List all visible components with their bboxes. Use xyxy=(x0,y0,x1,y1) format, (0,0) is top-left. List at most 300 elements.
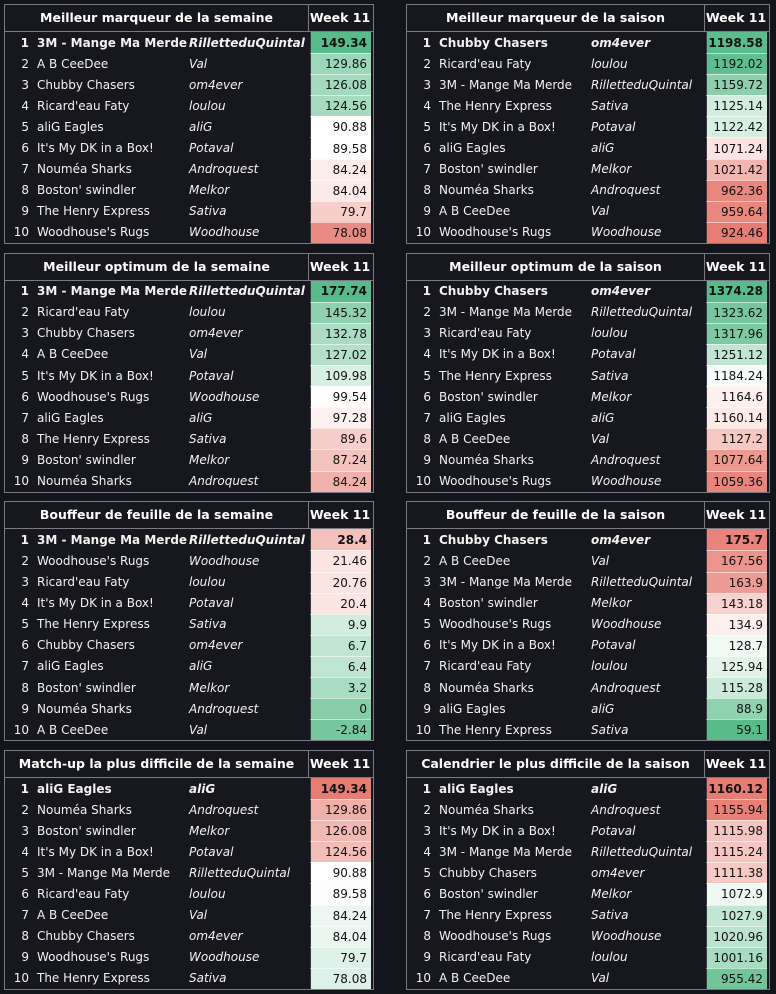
manager-name: loulou xyxy=(189,98,226,113)
value-cell: 955.42 xyxy=(706,968,767,989)
table-rows xyxy=(407,281,769,492)
team-name: Boston' swindler xyxy=(439,162,538,177)
value-cell: 89.58 xyxy=(310,883,371,904)
rank-cell: 5 xyxy=(423,119,431,134)
rank-cell: 3 xyxy=(423,326,431,341)
manager-name: RilletteduQuintal xyxy=(189,532,305,547)
table-row xyxy=(407,53,769,74)
value-cell: 1374.28 xyxy=(706,281,767,302)
manager-name: om4ever xyxy=(189,929,243,944)
value-cell: 1071.24 xyxy=(706,137,767,158)
manager-name: aliG xyxy=(591,781,618,796)
manager-name: aliG xyxy=(189,781,216,796)
team-name: It's My DK in a Box! xyxy=(439,347,556,362)
team-name: Nouméa Sharks xyxy=(439,802,534,817)
manager-name: Val xyxy=(591,971,610,986)
team-name: It's My DK in a Box! xyxy=(439,119,556,134)
rank-cell: 6 xyxy=(423,389,431,404)
rank-cell: 3 xyxy=(423,77,431,92)
rank-cell: 5 xyxy=(21,617,29,632)
manager-name: Sativa xyxy=(189,617,227,632)
manager-name: Androquest xyxy=(189,474,259,489)
table-title: Meilleur marqueur de la semaine xyxy=(40,10,273,25)
table-title: Meilleur optimum de la saison xyxy=(449,258,662,274)
table-rows xyxy=(407,778,769,989)
team-name: 3M - Mange Ma Merde xyxy=(37,284,188,299)
manager-name: Val xyxy=(189,347,208,362)
table-row xyxy=(5,947,373,968)
team-name: Ricard'eau Faty xyxy=(37,305,130,320)
manager-name: Val xyxy=(189,56,208,71)
value-cell: 924.46 xyxy=(706,222,767,243)
rank-cell: 8 xyxy=(21,431,29,446)
table-row xyxy=(5,323,373,344)
value-cell: 126.08 xyxy=(310,820,371,841)
table-row xyxy=(5,841,373,862)
team-name: A B CeeDee xyxy=(37,722,109,737)
manager-name: loulou xyxy=(591,659,628,674)
table-row xyxy=(407,323,769,344)
manager-name: Woodhouse xyxy=(591,617,662,632)
team-name: Ricard'eau Faty xyxy=(439,326,532,341)
team-name: A B CeeDee xyxy=(439,204,511,219)
value-cell: 167.56 xyxy=(706,550,767,571)
team-name: It's My DK in a Box! xyxy=(37,368,154,383)
table-row xyxy=(407,302,769,323)
team-name: Chubby Chasers xyxy=(439,532,548,547)
rank-cell: 1 xyxy=(20,781,29,796)
rank-cell: 9 xyxy=(423,950,431,965)
team-name: It's My DK in a Box! xyxy=(37,844,154,859)
team-name: Chubby Chasers xyxy=(37,638,135,653)
value-cell: 1127.2 xyxy=(706,428,767,449)
table-row xyxy=(407,947,769,968)
value-cell: 1115.24 xyxy=(706,841,767,862)
table-header xyxy=(407,751,769,778)
table-rows xyxy=(407,32,769,243)
rank-cell: 1 xyxy=(20,532,29,547)
value-cell: 87.24 xyxy=(310,449,371,470)
manager-name: RilletteduQuintal xyxy=(189,284,305,299)
manager-name: Potaval xyxy=(591,347,636,362)
table-row xyxy=(407,593,769,614)
team-name: Chubby Chasers xyxy=(439,865,537,880)
table-row xyxy=(407,698,769,719)
table-row xyxy=(407,820,769,841)
table-bouffeur-feuille-semaine xyxy=(4,501,374,741)
manager-name: Woodhouse xyxy=(591,929,662,944)
value-cell: 1125.14 xyxy=(706,95,767,116)
value-cell: 143.18 xyxy=(706,593,767,614)
value-cell: 125.94 xyxy=(706,656,767,677)
table-row xyxy=(5,302,373,323)
manager-name: loulou xyxy=(189,886,226,901)
value-cell: 84.04 xyxy=(310,180,371,201)
rank-cell: 1 xyxy=(422,284,431,299)
table-header xyxy=(407,502,769,529)
table-row xyxy=(407,719,769,740)
week-header: Week 11 xyxy=(704,502,767,528)
value-cell: 959.64 xyxy=(706,201,767,222)
team-name: Nouméa Sharks xyxy=(439,183,534,198)
week-header: Week 11 xyxy=(704,5,767,31)
rank-cell: 9 xyxy=(21,452,29,467)
value-cell: 1072.9 xyxy=(706,883,767,904)
team-name: Ricard'eau Faty xyxy=(37,886,130,901)
value-cell: 78.08 xyxy=(310,968,371,989)
rank-cell: 9 xyxy=(423,701,431,716)
rank-cell: 5 xyxy=(423,617,431,632)
table-rows xyxy=(407,529,769,740)
value-cell: 1111.38 xyxy=(706,862,767,883)
rank-cell: 6 xyxy=(21,886,29,901)
manager-name: Androquest xyxy=(189,701,259,716)
rank-cell: 6 xyxy=(21,638,29,653)
table-row xyxy=(5,116,373,137)
manager-name: Potaval xyxy=(189,596,234,611)
value-cell: 149.34 xyxy=(310,778,371,799)
rank-cell: 7 xyxy=(423,659,431,674)
table-meilleur-optimum-saison xyxy=(406,253,770,493)
team-name: Ricard'eau Faty xyxy=(439,659,532,674)
manager-name: Val xyxy=(591,431,610,446)
value-cell: 1077.64 xyxy=(706,449,767,470)
team-name: 3M - Mange Ma Merde xyxy=(439,844,573,859)
manager-name: Melkor xyxy=(189,183,230,198)
team-name: 3M - Mange Ma Merde xyxy=(439,77,573,92)
table-row xyxy=(407,841,769,862)
rank-cell: 1 xyxy=(422,532,431,547)
manager-name: Melkor xyxy=(189,823,230,838)
table-row xyxy=(407,74,769,95)
rank-cell: 4 xyxy=(21,347,29,362)
rank-cell: 4 xyxy=(423,98,431,113)
team-name: Chubby Chasers xyxy=(37,929,135,944)
rank-cell: 6 xyxy=(423,886,431,901)
table-row xyxy=(5,883,373,904)
manager-name: om4ever xyxy=(591,865,645,880)
week-header: Week 11 xyxy=(308,751,371,777)
table-row xyxy=(407,365,769,386)
table-row xyxy=(5,74,373,95)
table-row xyxy=(5,677,373,698)
value-cell: 962.36 xyxy=(706,180,767,201)
team-name: Woodhouse's Rugs xyxy=(439,474,552,489)
value-cell: 1155.94 xyxy=(706,799,767,820)
team-name: It's My DK in a Box! xyxy=(37,141,154,156)
table-row xyxy=(5,137,373,158)
table-header xyxy=(5,751,373,778)
team-name: aliG Eagles xyxy=(439,701,506,716)
value-cell: 84.24 xyxy=(310,905,371,926)
table-row xyxy=(5,222,373,243)
rank-cell: 7 xyxy=(21,908,29,923)
team-name: aliG Eagles xyxy=(37,410,104,425)
table-row xyxy=(5,407,373,428)
value-cell: 97.28 xyxy=(310,407,371,428)
team-name: Ricard'eau Faty xyxy=(439,950,532,965)
value-cell: 1160.12 xyxy=(706,778,767,799)
rank-cell: 4 xyxy=(423,844,431,859)
team-name: Ricard'eau Faty xyxy=(37,575,130,590)
value-cell: 90.88 xyxy=(310,862,371,883)
table-row xyxy=(407,428,769,449)
table-row xyxy=(407,926,769,947)
team-name: Woodhouse's Rugs xyxy=(439,929,552,944)
manager-name: Melkor xyxy=(189,452,230,467)
table-row xyxy=(5,386,373,407)
manager-name: Melkor xyxy=(591,886,632,901)
manager-name: om4ever xyxy=(591,284,651,299)
manager-name: Sativa xyxy=(189,204,227,219)
week-header: Week 11 xyxy=(308,254,371,280)
rank-cell: 8 xyxy=(423,183,431,198)
manager-name: aliG xyxy=(591,410,615,425)
value-cell: 1192.02 xyxy=(706,53,767,74)
manager-name: loulou xyxy=(591,950,628,965)
table-row xyxy=(5,201,373,222)
table-header xyxy=(407,5,769,32)
team-name: Boston' swindler xyxy=(439,389,538,404)
table-row xyxy=(5,968,373,989)
value-cell: 84.24 xyxy=(310,159,371,180)
manager-name: Androquest xyxy=(591,452,661,467)
team-name: It's My DK in a Box! xyxy=(37,596,154,611)
table-row xyxy=(407,883,769,904)
value-cell: 127.02 xyxy=(310,344,371,365)
team-name: Nouméa Sharks xyxy=(439,680,534,695)
table-row xyxy=(407,614,769,635)
table-row xyxy=(407,180,769,201)
rank-cell: 7 xyxy=(21,162,29,177)
rank-cell: 3 xyxy=(21,326,29,341)
table-row xyxy=(407,449,769,470)
rank-cell: 2 xyxy=(423,56,431,71)
table-row xyxy=(5,471,373,492)
value-cell: 134.9 xyxy=(706,614,767,635)
table-row xyxy=(407,635,769,656)
rank-cell: 3 xyxy=(21,823,29,838)
week-header: Week 11 xyxy=(704,254,767,280)
value-cell: 1198.58 xyxy=(706,32,767,53)
value-cell: 109.98 xyxy=(310,365,371,386)
value-cell: 163.9 xyxy=(706,572,767,593)
table-row xyxy=(5,180,373,201)
team-name: The Henry Express xyxy=(37,431,150,446)
team-name: The Henry Express xyxy=(37,617,150,632)
team-name: Woodhouse's Rugs xyxy=(37,950,150,965)
table-row xyxy=(5,449,373,470)
table-row xyxy=(407,656,769,677)
rank-cell: 4 xyxy=(423,596,431,611)
team-name: Chubby Chasers xyxy=(439,284,548,299)
rank-cell: 2 xyxy=(21,802,29,817)
manager-name: Melkor xyxy=(591,389,632,404)
manager-name: Potaval xyxy=(189,844,234,859)
value-cell: 124.56 xyxy=(310,841,371,862)
manager-name: om4ever xyxy=(189,638,243,653)
value-cell: 1317.96 xyxy=(706,323,767,344)
value-cell: 20.76 xyxy=(310,572,371,593)
manager-name: aliG xyxy=(189,119,213,134)
table-header xyxy=(5,5,373,32)
table-meilleur-optimum-semaine xyxy=(4,253,374,493)
value-cell: 175.7 xyxy=(706,529,767,550)
manager-name: Potaval xyxy=(591,119,636,134)
manager-name: Sativa xyxy=(591,908,629,923)
value-cell: 78.08 xyxy=(310,222,371,243)
rank-cell: 4 xyxy=(423,347,431,362)
value-cell: 99.54 xyxy=(310,386,371,407)
rank-cell: 7 xyxy=(21,659,29,674)
table-row xyxy=(5,820,373,841)
rank-cell: 2 xyxy=(21,553,29,568)
value-cell: 129.86 xyxy=(310,799,371,820)
manager-name: aliG xyxy=(591,141,615,156)
table-row xyxy=(5,32,373,53)
table-row xyxy=(5,572,373,593)
value-cell: 126.08 xyxy=(310,74,371,95)
table-row xyxy=(407,550,769,571)
rank-cell: 4 xyxy=(21,98,29,113)
rank-cell: 3 xyxy=(21,575,29,590)
rank-cell: 9 xyxy=(21,204,29,219)
value-cell: 149.34 xyxy=(310,32,371,53)
table-row xyxy=(5,926,373,947)
team-name: Chubby Chasers xyxy=(37,77,135,92)
table-row xyxy=(5,862,373,883)
value-cell: 9.9 xyxy=(310,614,371,635)
manager-name: RilletteduQuintal xyxy=(591,305,693,320)
value-cell: 84.24 xyxy=(310,471,371,492)
value-cell: 115.28 xyxy=(706,677,767,698)
team-name: Boston' swindler xyxy=(37,680,136,695)
table-meilleur-marqueur-semaine xyxy=(4,4,374,244)
table-row xyxy=(5,159,373,180)
rank-cell: 9 xyxy=(21,701,29,716)
team-name: It's My DK in a Box! xyxy=(439,823,556,838)
value-cell: 124.56 xyxy=(310,95,371,116)
table-row xyxy=(5,698,373,719)
value-cell: 59.1 xyxy=(706,719,767,740)
team-name: A B CeeDee xyxy=(439,431,511,446)
team-name: The Henry Express xyxy=(37,971,150,986)
table-rows xyxy=(5,778,373,989)
table-row xyxy=(5,799,373,820)
manager-name: RilletteduQuintal xyxy=(189,35,305,50)
manager-name: RilletteduQuintal xyxy=(591,844,693,859)
rank-cell: 6 xyxy=(423,638,431,653)
value-cell: 21.46 xyxy=(310,550,371,571)
value-cell: 20.4 xyxy=(310,593,371,614)
manager-name: Woodhouse xyxy=(189,950,260,965)
manager-name: RilletteduQuintal xyxy=(591,575,693,590)
team-name: 3M - Mange Ma Merde xyxy=(439,575,573,590)
rank-cell: 3 xyxy=(423,823,431,838)
table-row xyxy=(407,344,769,365)
week-header: Week 11 xyxy=(308,502,371,528)
manager-name: Sativa xyxy=(591,368,629,383)
value-cell: 1115.98 xyxy=(706,820,767,841)
table-row xyxy=(5,365,373,386)
team-name: Boston' swindler xyxy=(37,823,136,838)
table-row xyxy=(5,656,373,677)
rank-cell: 4 xyxy=(21,844,29,859)
week-header: Week 11 xyxy=(308,5,371,31)
value-cell: 79.7 xyxy=(310,201,371,222)
value-cell: 145.32 xyxy=(310,302,371,323)
value-cell: 1160.14 xyxy=(706,407,767,428)
team-name: 3M - Mange Ma Merde xyxy=(37,35,188,50)
table-row xyxy=(407,281,769,302)
table-meilleur-marqueur-saison xyxy=(406,4,770,244)
team-name: The Henry Express xyxy=(439,722,552,737)
value-cell: 1001.16 xyxy=(706,947,767,968)
table-row xyxy=(407,137,769,158)
table-row xyxy=(5,719,373,740)
table-row xyxy=(5,614,373,635)
value-cell: 84.04 xyxy=(310,926,371,947)
team-name: Woodhouse's Rugs xyxy=(37,389,150,404)
value-cell: 89.6 xyxy=(310,428,371,449)
manager-name: Val xyxy=(189,908,208,923)
table-title: Meilleur marqueur de la saison xyxy=(446,10,665,25)
rank-cell: 9 xyxy=(21,950,29,965)
rank-cell: 3 xyxy=(423,575,431,590)
manager-name: RilletteduQuintal xyxy=(591,77,693,92)
value-cell: 1122.42 xyxy=(706,116,767,137)
value-cell: 1251.12 xyxy=(706,344,767,365)
table-row xyxy=(407,32,769,53)
rank-cell: 10 xyxy=(415,722,431,737)
manager-name: loulou xyxy=(591,326,628,341)
team-name: Chubby Chasers xyxy=(37,326,135,341)
team-name: A B CeeDee xyxy=(37,56,109,71)
team-name: Woodhouse's Rugs xyxy=(439,617,552,632)
team-name: A B CeeDee xyxy=(37,908,109,923)
manager-name: Sativa xyxy=(591,722,629,737)
manager-name: Woodhouse xyxy=(189,225,260,240)
table-row xyxy=(407,407,769,428)
manager-name: Melkor xyxy=(189,680,230,695)
team-name: aliG Eagles xyxy=(439,410,506,425)
team-name: Boston' swindler xyxy=(37,183,136,198)
manager-name: Woodhouse xyxy=(189,389,260,404)
table-row xyxy=(5,529,373,550)
table-row xyxy=(407,677,769,698)
manager-name: om4ever xyxy=(591,532,651,547)
table-header xyxy=(407,254,769,281)
team-name: The Henry Express xyxy=(439,908,552,923)
table-row xyxy=(5,428,373,449)
rank-cell: 2 xyxy=(423,802,431,817)
manager-name: om4ever xyxy=(189,326,243,341)
table-row xyxy=(407,862,769,883)
manager-name: RilletteduQuintal xyxy=(189,865,291,880)
table-header xyxy=(5,254,373,281)
team-name: Nouméa Sharks xyxy=(37,474,132,489)
table-row xyxy=(407,222,769,243)
manager-name: Androquest xyxy=(591,680,661,695)
team-name: aliG Eagles xyxy=(37,659,104,674)
manager-name: aliG xyxy=(189,410,213,425)
table-rows xyxy=(5,32,373,243)
table-row xyxy=(407,116,769,137)
manager-name: Val xyxy=(591,204,610,219)
table-row xyxy=(407,201,769,222)
rank-cell: 6 xyxy=(21,141,29,156)
value-cell: 1027.9 xyxy=(706,905,767,926)
